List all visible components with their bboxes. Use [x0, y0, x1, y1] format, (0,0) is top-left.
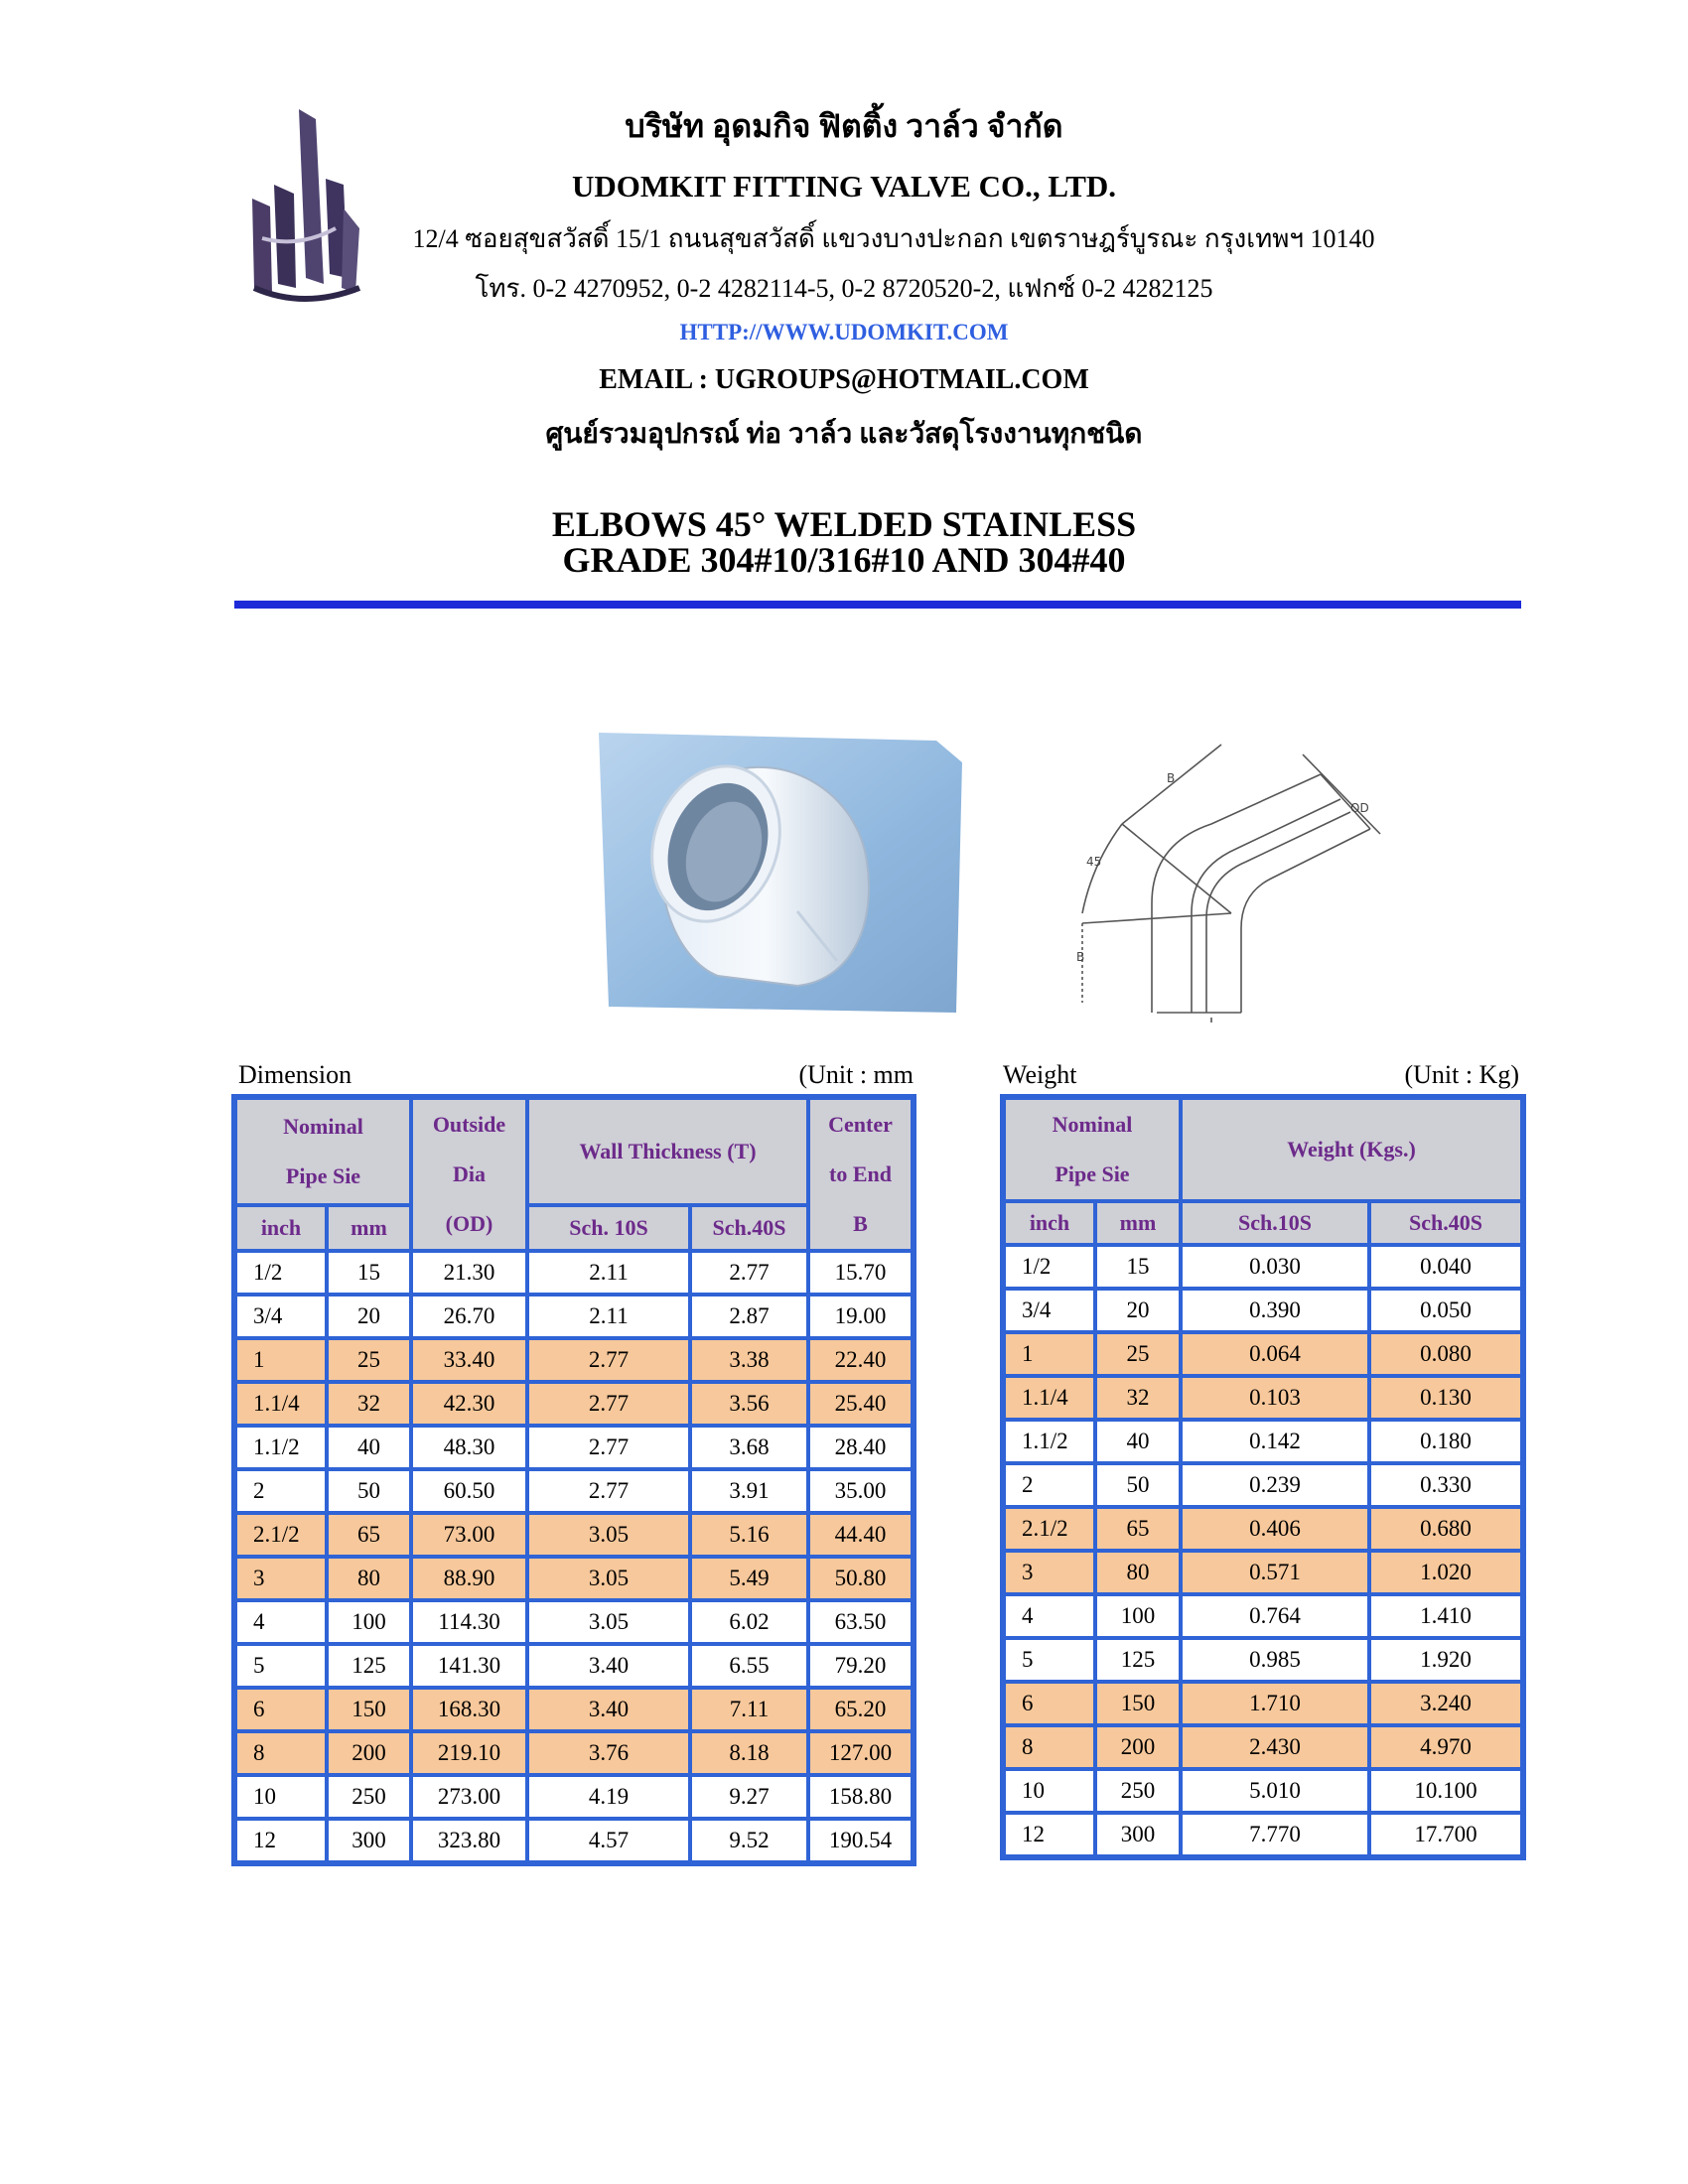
weight-cell: 150	[1095, 1682, 1181, 1725]
weight-cell: 100	[1095, 1594, 1181, 1638]
weight-cell: 1.1/2	[1004, 1420, 1095, 1463]
dimension-cell: 219.10	[411, 1731, 527, 1775]
weight-cell: 125	[1095, 1638, 1181, 1682]
dimension-cell: 65.20	[808, 1688, 913, 1731]
weight-cell: 20	[1095, 1289, 1181, 1332]
page-title	[0, 506, 1688, 578]
header-center-to-end	[808, 1098, 913, 1251]
weight-cell: 10	[1004, 1769, 1095, 1813]
weight-cell: 0.330	[1369, 1463, 1522, 1507]
company-name-thai: บริษัท อุดมกิจ ฟิตติ้ง วาล์ว จำกัด	[625, 108, 1063, 144]
company-website: HTTP://WWW.UDOMKIT.COM	[679, 320, 1009, 344]
header-cte-line1: Center	[828, 1112, 893, 1137]
dimension-cell: 2.77	[690, 1251, 808, 1295]
dimension-cell: 88.90	[411, 1557, 527, 1600]
weight-cell: 5	[1004, 1638, 1095, 1682]
dimension-cell: 8	[235, 1731, 327, 1775]
dimension-cell: 2.87	[690, 1295, 808, 1338]
dimension-table-row	[235, 1338, 913, 1382]
weight-header-nominal-line1: Nominal	[1052, 1112, 1133, 1137]
dimension-table-row	[235, 1251, 913, 1295]
dimension-cell: 8.18	[690, 1731, 808, 1775]
dimension-cell: 323.80	[411, 1819, 527, 1862]
header-mm: mm	[327, 1205, 411, 1251]
weight-header-inch: inch	[1004, 1201, 1095, 1245]
weight-table-row	[1004, 1463, 1522, 1507]
dimension-cell: 190.54	[808, 1819, 913, 1862]
dimension-cell: 21.30	[411, 1251, 527, 1295]
header-nominal-line1: Nominal	[283, 1114, 363, 1140]
dimension-cell: 50.80	[808, 1557, 913, 1600]
drawing-label-od: OD	[1350, 801, 1369, 815]
drawing-label-angle: 45	[1086, 855, 1102, 869]
weight-cell: 6	[1004, 1682, 1095, 1725]
weight-header-mm: mm	[1095, 1201, 1181, 1245]
dimension-cell: 48.30	[411, 1426, 527, 1469]
weight-cell: 0.390	[1181, 1289, 1369, 1332]
weight-cell: 0.406	[1181, 1507, 1369, 1551]
dimension-cell: 3.05	[527, 1513, 690, 1557]
dimension-cell: 2.1/2	[235, 1513, 327, 1557]
dimension-caption: Dimension	[238, 1060, 352, 1089]
dimension-table-row	[235, 1469, 913, 1513]
weight-cell: 1.020	[1369, 1551, 1522, 1594]
weight-cell: 0.130	[1369, 1376, 1522, 1420]
dimension-cell: 73.00	[411, 1513, 527, 1557]
drawing-label-b-side: B	[1076, 950, 1085, 964]
dimension-cell: 9.27	[690, 1775, 808, 1819]
weight-table-row	[1004, 1332, 1522, 1376]
dimension-cell: 141.30	[411, 1644, 527, 1688]
dimension-cell: 44.40	[808, 1513, 913, 1557]
dimension-cell: 1	[235, 1338, 327, 1382]
dimension-cell: 2.77	[527, 1338, 690, 1382]
header-od-line3: (OD)	[445, 1211, 493, 1236]
dimension-table-row	[235, 1557, 913, 1600]
weight-cell: 0.985	[1181, 1638, 1369, 1682]
weight-cell: 0.180	[1369, 1420, 1522, 1463]
weight-cell: 3	[1004, 1551, 1095, 1594]
dimension-cell: 5	[235, 1644, 327, 1688]
dimension-cell: 150	[327, 1688, 411, 1731]
weight-header-sch40: Sch.40S	[1369, 1201, 1522, 1245]
dimension-cell: 273.00	[411, 1775, 527, 1819]
dimension-cell: 4.57	[527, 1819, 690, 1862]
dimension-cell: 3.05	[527, 1557, 690, 1600]
dimension-cell: 1.1/2	[235, 1426, 327, 1469]
dimension-cell: 19.00	[808, 1295, 913, 1338]
dimension-cell: 3.05	[527, 1600, 690, 1644]
dimension-cell: 1.1/4	[235, 1382, 327, 1426]
weight-table	[1000, 1094, 1526, 1860]
weight-cell: 4	[1004, 1594, 1095, 1638]
weight-cell: 7.770	[1181, 1813, 1369, 1856]
weight-cell: 1/2	[1004, 1245, 1095, 1289]
page-title-line2: GRADE 304#10/316#10 AND 304#40	[562, 540, 1126, 580]
dimension-cell: 3.40	[527, 1644, 690, 1688]
weight-cell: 0.680	[1369, 1507, 1522, 1551]
weight-cell: 25	[1095, 1332, 1181, 1376]
dimension-cell: 300	[327, 1819, 411, 1862]
dimension-table-row	[235, 1688, 913, 1731]
dimension-table-row	[235, 1295, 913, 1338]
technical-drawing	[1072, 725, 1410, 1023]
weight-cell: 2.430	[1181, 1725, 1369, 1769]
company-email: EMAIL : UGROUPS@HOTMAIL.COM	[599, 364, 1089, 395]
dimension-cell: 5.49	[690, 1557, 808, 1600]
header-cte-line2: to End	[829, 1161, 892, 1186]
company-phone: โทร. 0-2 4270952, 0-2 4282114-5, 0-2 8720520-2, แฟกซ์ 0-2 4282125	[475, 274, 1213, 303]
weight-table-row	[1004, 1769, 1522, 1813]
dimension-cell: 6	[235, 1688, 327, 1731]
weight-table-row	[1004, 1594, 1522, 1638]
dimension-cell: 2.11	[527, 1251, 690, 1295]
dimension-cell: 33.40	[411, 1338, 527, 1382]
dimension-cell: 3.38	[690, 1338, 808, 1382]
dimension-cell: 114.30	[411, 1600, 527, 1644]
weight-cell: 80	[1095, 1551, 1181, 1594]
weight-cell: 40	[1095, 1420, 1181, 1463]
drawing-label-b-top: B	[1167, 771, 1176, 785]
weight-cell: 15	[1095, 1245, 1181, 1289]
dimension-cell: 3.56	[690, 1382, 808, 1426]
title-divider	[234, 601, 1521, 609]
dimension-cell: 28.40	[808, 1426, 913, 1469]
dimension-cell: 168.30	[411, 1688, 527, 1731]
dimension-cell: 15	[327, 1251, 411, 1295]
dimension-cell: 12	[235, 1819, 327, 1862]
page-title-line1: ELBOWS 45° WELDED STAINLESS	[551, 504, 1137, 544]
weight-cell: 3/4	[1004, 1289, 1095, 1332]
weight-cell: 1.410	[1369, 1594, 1522, 1638]
dimension-cell: 2.11	[527, 1295, 690, 1338]
dimension-table-row	[235, 1382, 913, 1426]
weight-table-row	[1004, 1551, 1522, 1594]
dimension-table-row	[235, 1819, 913, 1862]
weight-cell: 0.571	[1181, 1551, 1369, 1594]
weight-cell: 65	[1095, 1507, 1181, 1551]
weight-cell: 0.080	[1369, 1332, 1522, 1376]
weight-cell: 17.700	[1369, 1813, 1522, 1856]
header-nominal-line2: Pipe Sie	[285, 1163, 361, 1189]
weight-cell: 250	[1095, 1769, 1181, 1813]
weight-table-row	[1004, 1813, 1522, 1856]
dimension-cell: 2	[235, 1469, 327, 1513]
dimension-cell: 40	[327, 1426, 411, 1469]
dimension-table	[231, 1094, 916, 1866]
weight-header-sch10: Sch.10S	[1181, 1201, 1369, 1245]
dimension-unit: (Unit : mm	[798, 1060, 914, 1089]
dimension-cell: 10	[235, 1775, 327, 1819]
weight-cell: 0.103	[1181, 1376, 1369, 1420]
weight-table-row	[1004, 1376, 1522, 1420]
dimension-table-row	[235, 1600, 913, 1644]
dimension-cell: 65	[327, 1513, 411, 1557]
dimension-cell: 63.50	[808, 1600, 913, 1644]
weight-table-row	[1004, 1725, 1522, 1769]
dimension-cell: 35.00	[808, 1469, 913, 1513]
weight-table-row	[1004, 1420, 1522, 1463]
weight-cell: 0.050	[1369, 1289, 1522, 1332]
weight-cell: 0.040	[1369, 1245, 1522, 1289]
dimension-cell: 20	[327, 1295, 411, 1338]
dimension-cell: 3.91	[690, 1469, 808, 1513]
dimension-cell: 6.55	[690, 1644, 808, 1688]
dimension-cell: 3.40	[527, 1688, 690, 1731]
dimension-cell: 3.76	[527, 1731, 690, 1775]
dimension-cell: 250	[327, 1775, 411, 1819]
weight-cell: 4.970	[1369, 1725, 1522, 1769]
dimension-cell: 26.70	[411, 1295, 527, 1338]
dimension-cell: 50	[327, 1469, 411, 1513]
weight-table-row	[1004, 1638, 1522, 1682]
dimension-cell: 42.30	[411, 1382, 527, 1426]
dimension-cell: 3	[235, 1557, 327, 1600]
dimension-cell: 7.11	[690, 1688, 808, 1731]
dimension-cell: 79.20	[808, 1644, 913, 1688]
header-od-line2: Dia	[453, 1161, 486, 1186]
weight-unit: (Unit : Kg)	[1404, 1060, 1519, 1089]
dimension-cell: 127.00	[808, 1731, 913, 1775]
weight-cell: 1	[1004, 1332, 1095, 1376]
dimension-cell: 2.77	[527, 1382, 690, 1426]
dimension-cell: 4.19	[527, 1775, 690, 1819]
weight-cell: 12	[1004, 1813, 1095, 1856]
company-name-english: UDOMKIT FITTING VALVE CO., LTD.	[571, 169, 1117, 204]
weight-header-nominal-line2: Pipe Sie	[1055, 1161, 1130, 1186]
weight-cell: 1.920	[1369, 1638, 1522, 1682]
weight-cell: 300	[1095, 1813, 1181, 1856]
header-wall-thickness: Wall Thickness (T)	[527, 1098, 808, 1205]
dimension-cell: 25	[327, 1338, 411, 1382]
dimension-cell: 3/4	[235, 1295, 327, 1338]
weight-cell: 200	[1095, 1725, 1181, 1769]
weight-table-row	[1004, 1289, 1522, 1332]
dimension-table-row	[235, 1644, 913, 1688]
weight-cell: 3.240	[1369, 1682, 1522, 1725]
weight-cell: 1.710	[1181, 1682, 1369, 1725]
dimension-cell: 4	[235, 1600, 327, 1644]
dimension-cell: 60.50	[411, 1469, 527, 1513]
company-address: 12/4 ซอยสุขสวัสดิ์ 15/1 ถนนสุขสวัสดิ์ แขวงบางปะกอก เขตราษฎร์บูรณะ กรุงเทพฯ 10140	[412, 224, 1375, 253]
dimension-table-row	[235, 1513, 913, 1557]
dimension-cell: 32	[327, 1382, 411, 1426]
weight-header-weight: Weight (Kgs.)	[1181, 1098, 1522, 1201]
weight-cell: 2	[1004, 1463, 1095, 1507]
weight-cell: 1.1/4	[1004, 1376, 1095, 1420]
dimension-cell: 200	[327, 1731, 411, 1775]
weight-cell: 5.010	[1181, 1769, 1369, 1813]
weight-cell: 0.764	[1181, 1594, 1369, 1638]
header-inch: inch	[235, 1205, 327, 1251]
header-sch40: Sch.40S	[690, 1205, 808, 1251]
header-cte-line3: B	[853, 1211, 868, 1236]
dimension-table-row	[235, 1731, 913, 1775]
dimension-cell: 22.40	[808, 1338, 913, 1382]
dimension-table-row	[235, 1426, 913, 1469]
weight-cell: 50	[1095, 1463, 1181, 1507]
weight-cell: 0.030	[1181, 1245, 1369, 1289]
weight-cell: 0.064	[1181, 1332, 1369, 1376]
header-nominal-pipe-size	[235, 1098, 411, 1205]
dimension-cell: 125	[327, 1644, 411, 1688]
product-photo	[599, 733, 962, 1013]
dimension-cell: 2.77	[527, 1426, 690, 1469]
weight-caption: Weight	[1003, 1060, 1077, 1089]
weight-cell: 0.239	[1181, 1463, 1369, 1507]
dimension-cell: 158.80	[808, 1775, 913, 1819]
dimension-cell: 100	[327, 1600, 411, 1644]
dimension-cell: 6.02	[690, 1600, 808, 1644]
weight-table-row	[1004, 1682, 1522, 1725]
weight-table-row	[1004, 1245, 1522, 1289]
header-outside-dia	[411, 1098, 527, 1251]
dimension-cell: 9.52	[690, 1819, 808, 1862]
weight-cell: 32	[1095, 1376, 1181, 1420]
header-od-line1: Outside	[432, 1112, 506, 1137]
company-slogan: ศูนย์รวมอุปกรณ์ ท่อ วาล์ว และวัสดุโรงงานทุกชนิด	[545, 419, 1143, 450]
weight-cell: 0.142	[1181, 1420, 1369, 1463]
weight-header-nominal	[1004, 1098, 1181, 1201]
dimension-cell: 25.40	[808, 1382, 913, 1426]
weight-cell: 10.100	[1369, 1769, 1522, 1813]
header-sch10: Sch. 10S	[527, 1205, 690, 1251]
weight-cell: 2.1/2	[1004, 1507, 1095, 1551]
weight-table-row	[1004, 1507, 1522, 1551]
dimension-table-row	[235, 1775, 913, 1819]
dimension-cell: 5.16	[690, 1513, 808, 1557]
dimension-cell: 80	[327, 1557, 411, 1600]
dimension-cell: 3.68	[690, 1426, 808, 1469]
dimension-cell: 2.77	[527, 1469, 690, 1513]
dimension-cell: 1/2	[235, 1251, 327, 1295]
weight-cell: 8	[1004, 1725, 1095, 1769]
dimension-cell: 15.70	[808, 1251, 913, 1295]
